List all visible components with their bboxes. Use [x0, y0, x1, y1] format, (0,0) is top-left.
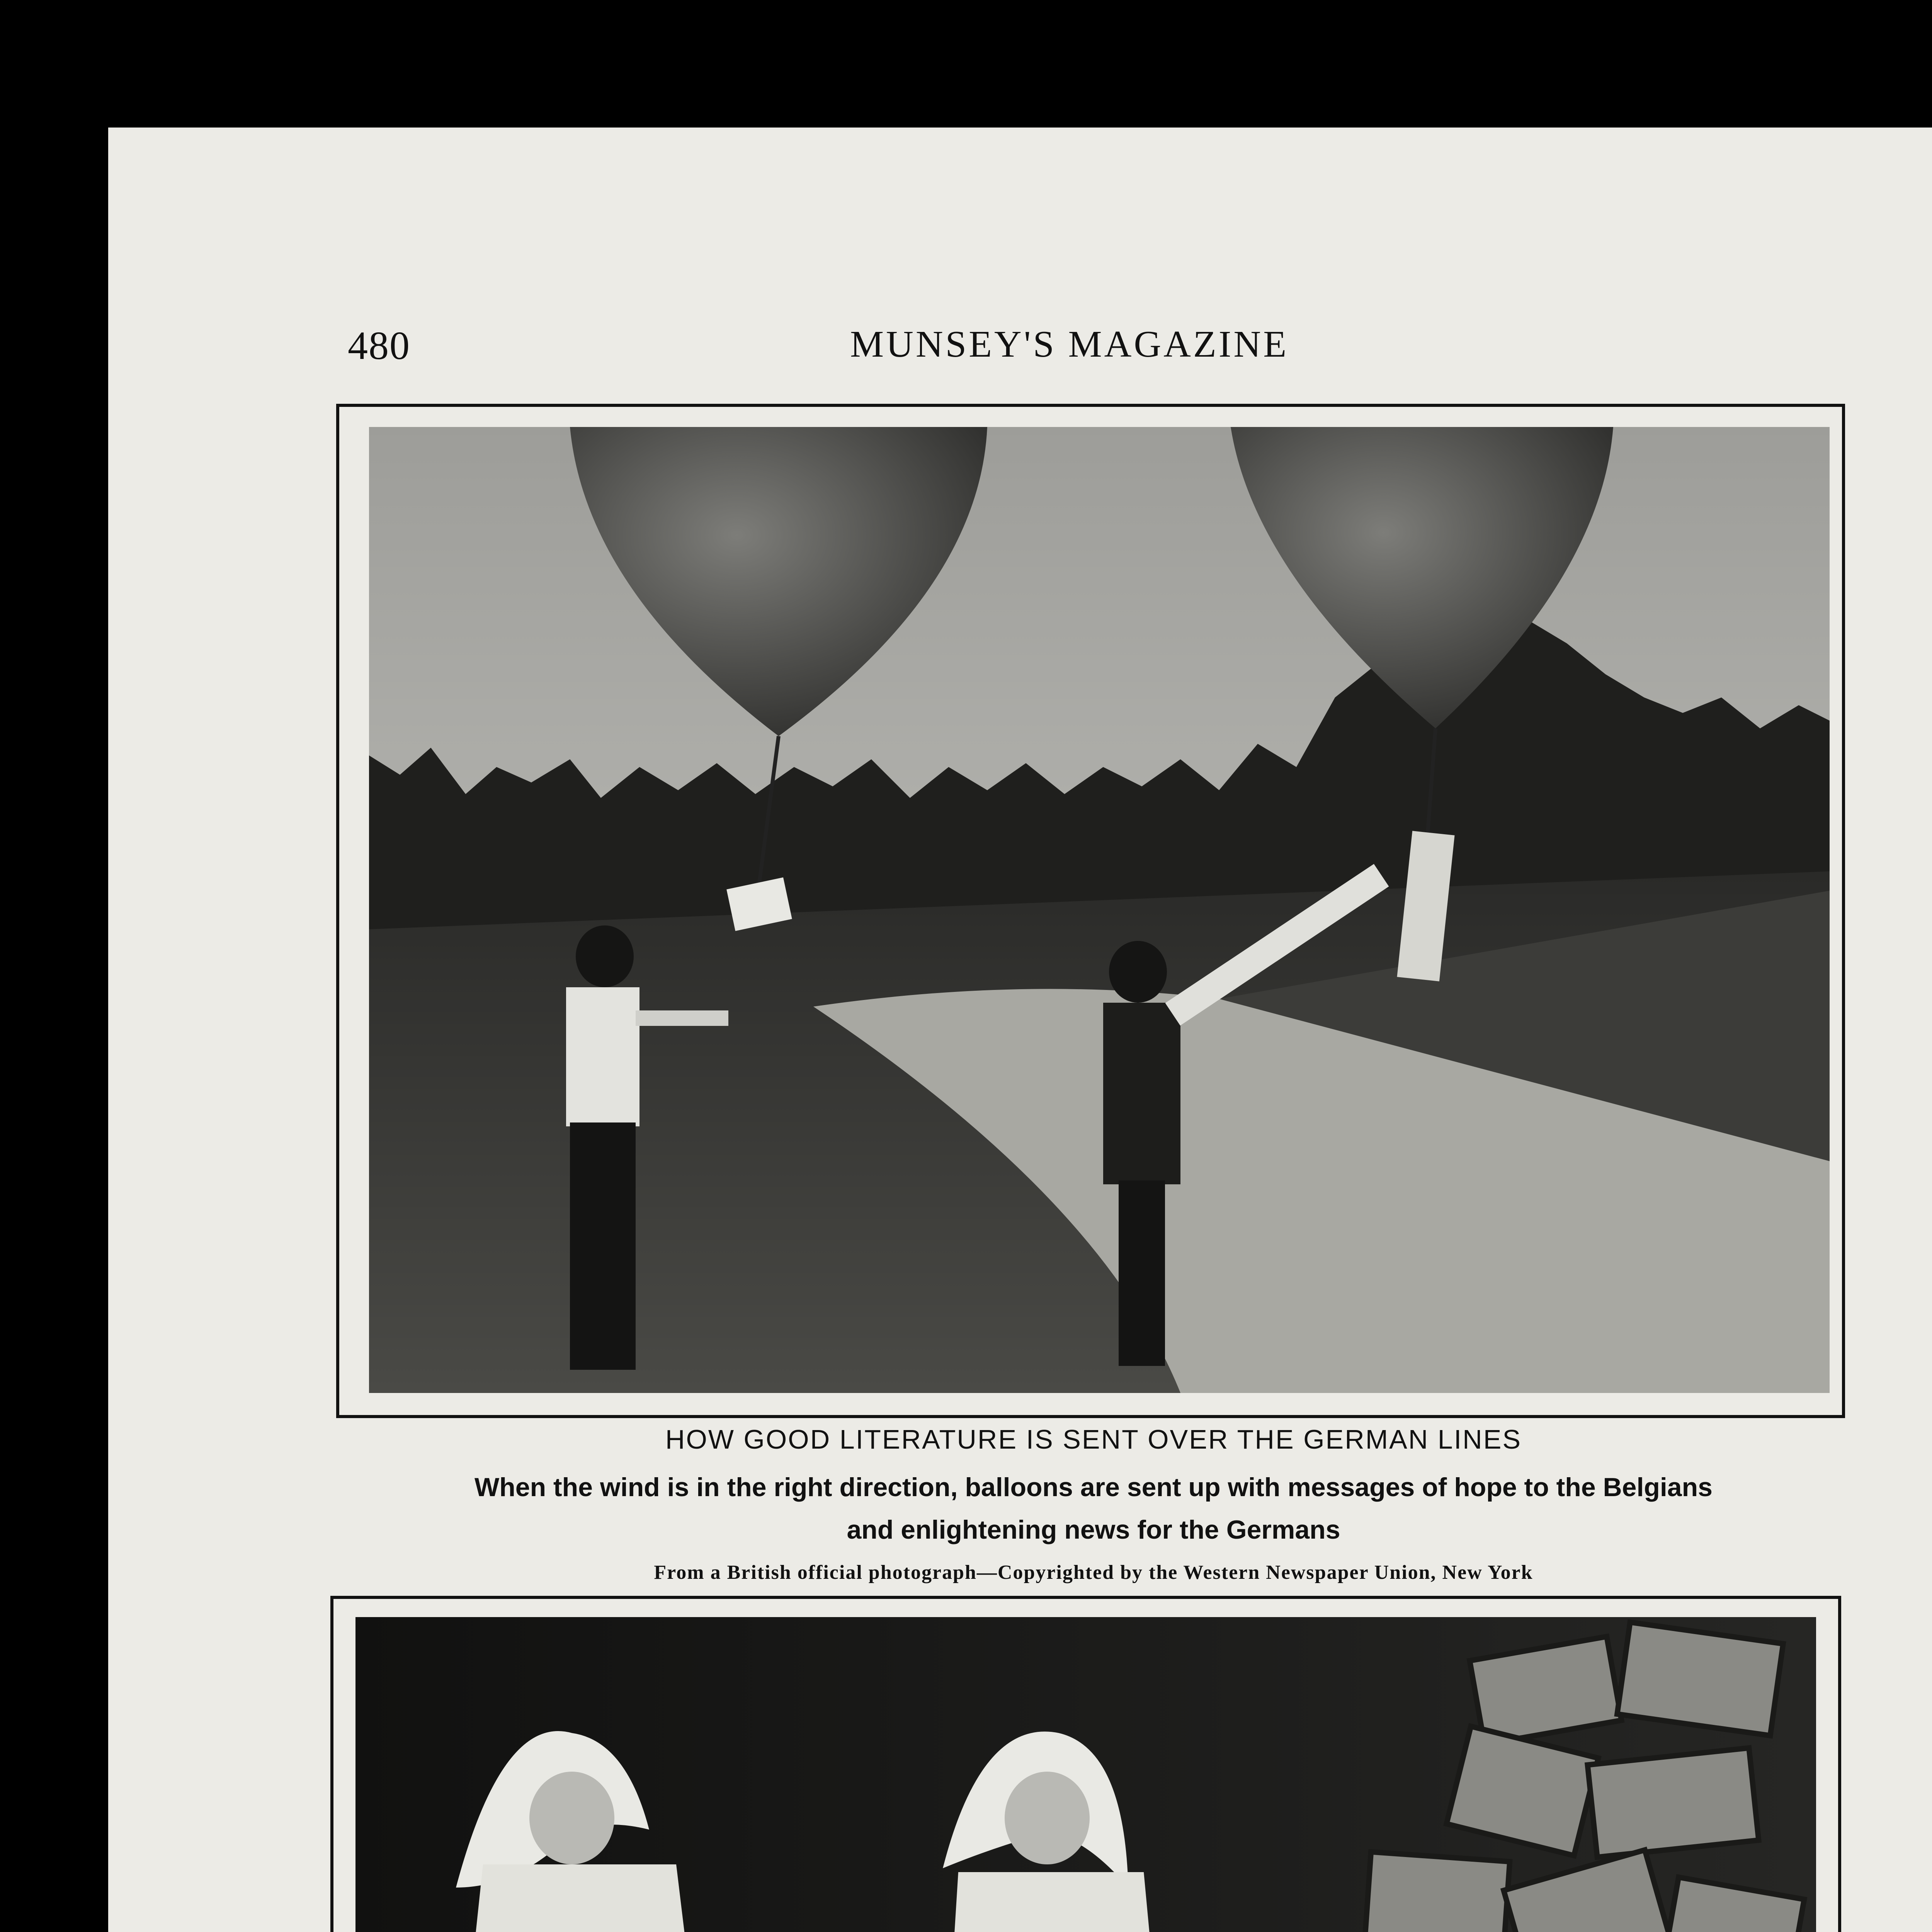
- red-cross-photo-drawing: [355, 1617, 1816, 1932]
- photo-red-cross-workers: [355, 1617, 1816, 1932]
- top-figure-headline: HOW GOOD LITERATURE IS SENT OVER THE GERMAN LINES: [665, 1424, 1522, 1454]
- page-number: 480: [348, 323, 410, 368]
- balloon-photo-drawing: [369, 427, 1830, 1393]
- top-figure-caption-line-2: and enlightening news for the Germans: [847, 1515, 1340, 1544]
- top-figure-caption-line-1: When the wind is in the right direction, balloons are sent up with messages of hope to the Belgians: [474, 1473, 1713, 1502]
- top-figure-photo-credit: From a British official photograph—Copyrighted by the Western Newspaper Union, New York: [654, 1561, 1533, 1583]
- photo-balloons: [369, 427, 1830, 1393]
- running-title: MUNSEY'S MAGAZINE: [850, 323, 1289, 365]
